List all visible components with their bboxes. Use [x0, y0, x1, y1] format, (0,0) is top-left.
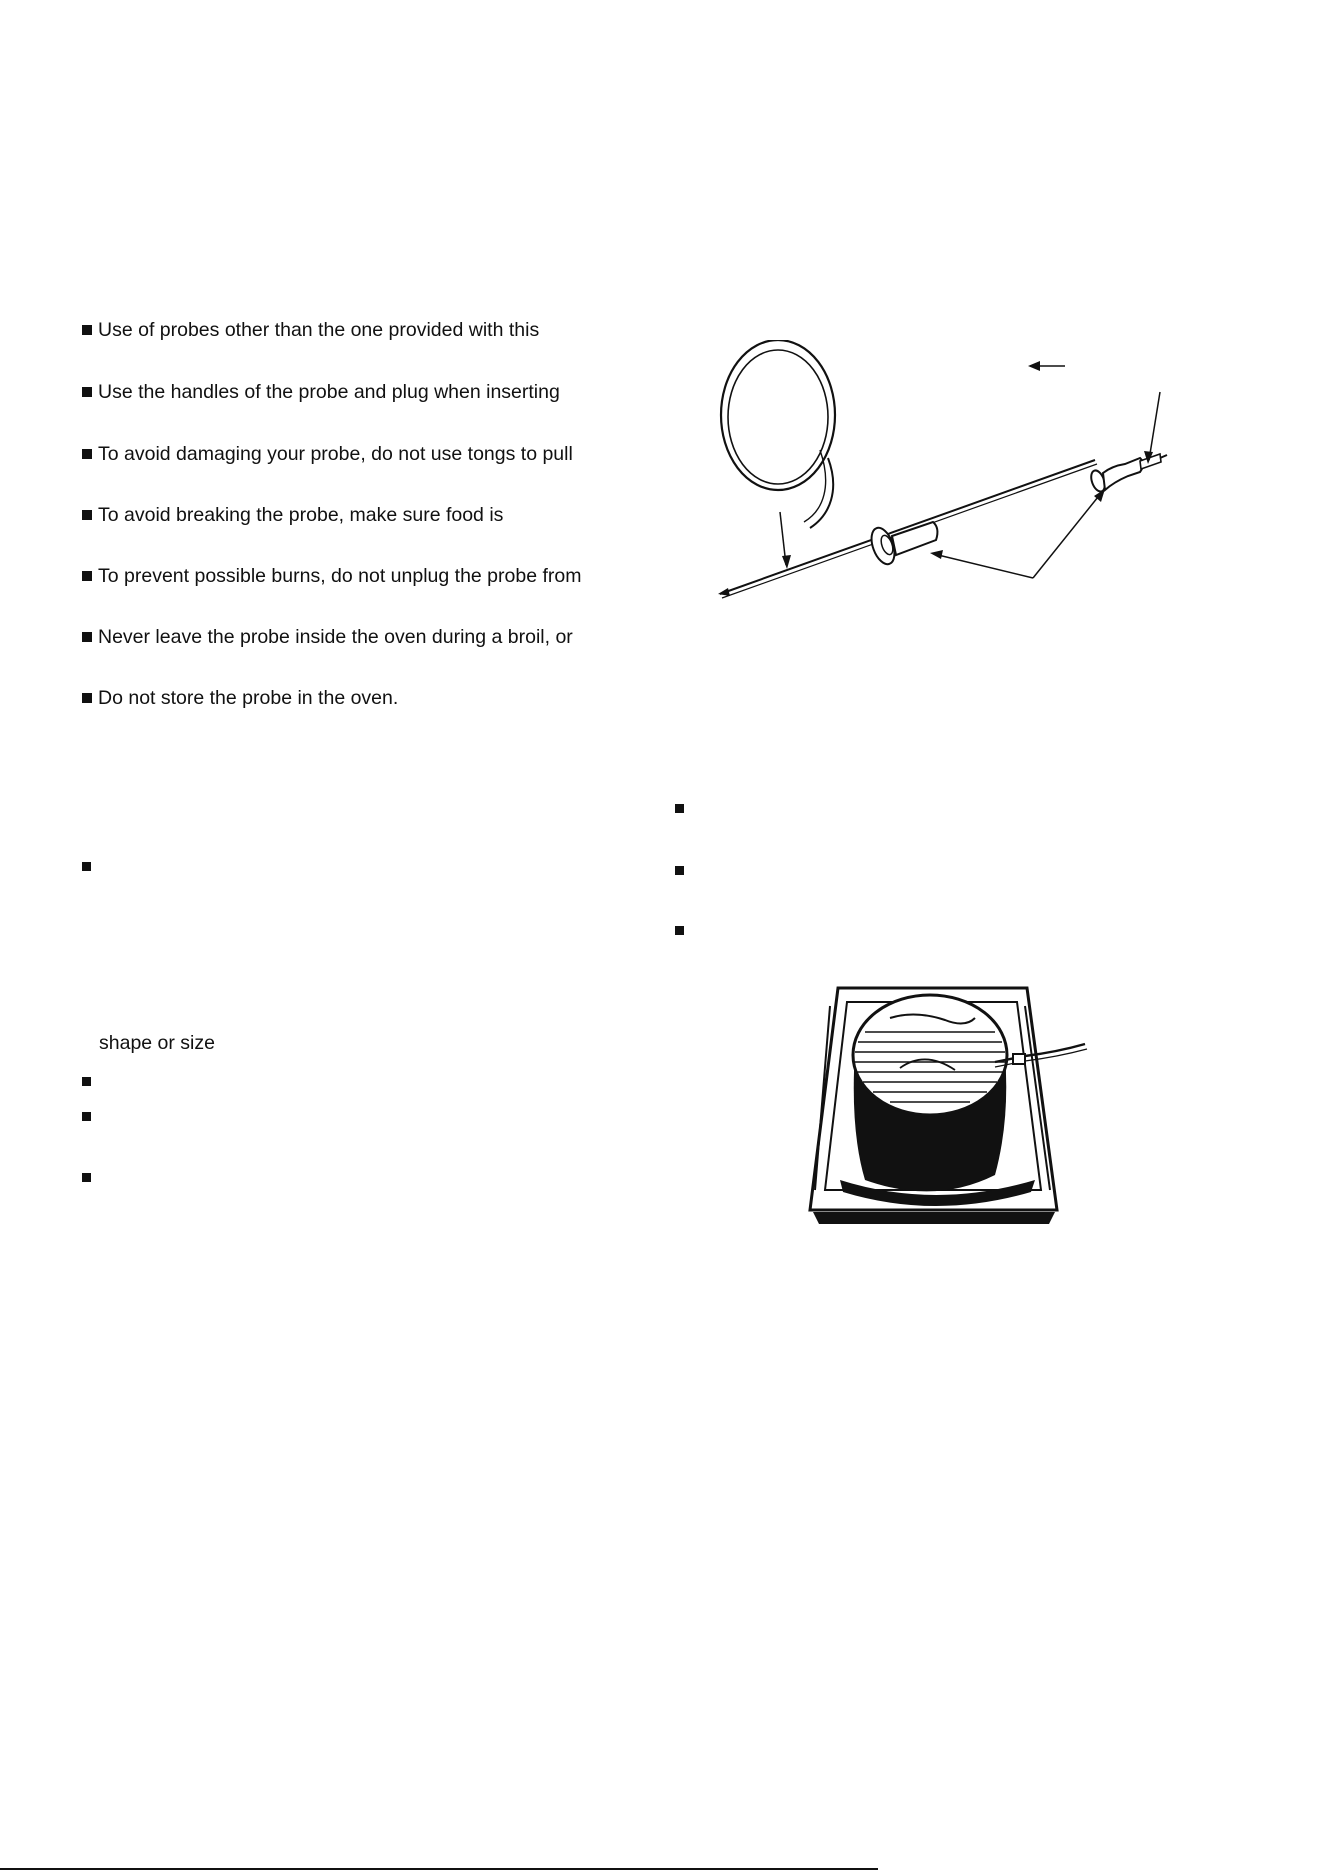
bullet-marker: [82, 510, 92, 520]
bullet-item-4: To avoid breaking the probe, make sure food is: [82, 500, 503, 530]
bullet-marker: [82, 571, 92, 581]
bullet-item-2: Use the handles of the probe and plug when inserting: [82, 377, 560, 407]
bullet-item-6: Never leave the probe inside the oven during a broil, or: [82, 622, 573, 652]
bullet-marker: [82, 1077, 91, 1086]
bullet-marker: [675, 804, 684, 813]
bullet-marker: [82, 325, 92, 335]
bullet-marker: [675, 926, 684, 935]
roast-illustration: [795, 980, 1105, 1230]
bullet-item-5: To prevent possible burns, do not unplug the probe from: [82, 561, 581, 591]
footer-rule: [0, 1868, 878, 1870]
fragment-text: shape or size: [99, 1032, 215, 1054]
bullet-item-7: Do not store the probe in the oven.: [82, 683, 398, 713]
bullet-item-3: To avoid damaging your probe, do not use tongs to pull: [82, 439, 573, 469]
bullet-marker: [82, 387, 92, 397]
bullet-marker: [82, 449, 92, 459]
bullet-marker: [82, 632, 92, 642]
bullet-marker: [82, 862, 91, 871]
bullet-marker: [82, 1173, 91, 1182]
bullet-marker: [82, 693, 92, 703]
bullet-item-1: Use of probes other than the one provided with this: [82, 315, 539, 345]
bullet-marker: [675, 866, 684, 875]
probe-illustration: [700, 340, 1180, 610]
bullet-marker: [82, 1112, 91, 1121]
